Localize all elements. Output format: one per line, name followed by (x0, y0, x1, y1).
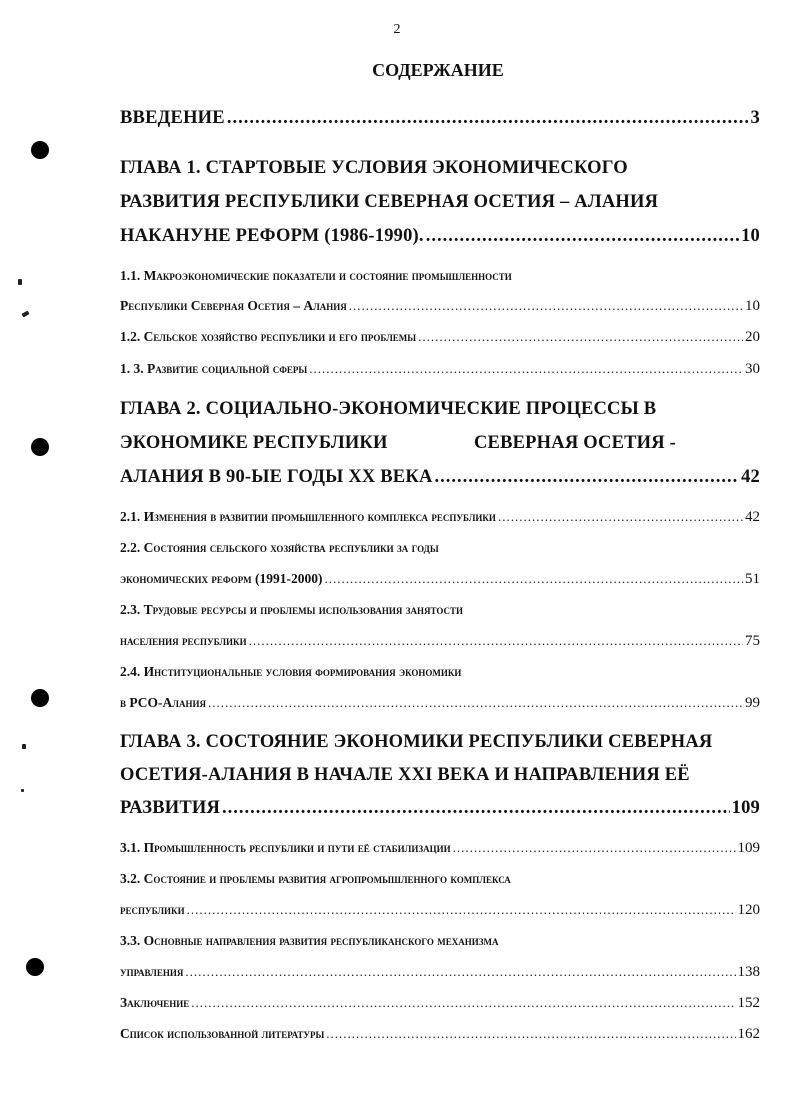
toc-page-number: 42 (745, 509, 760, 525)
toc-entry-section-3-2[interactable] (120, 902, 760, 919)
toc-page-number: 109 (737, 840, 760, 856)
toc-entry-section-1-1[interactable] (120, 298, 760, 315)
toc-entry-chapter-2[interactable] (120, 467, 760, 488)
scan-mark-4 (21, 789, 24, 792)
toc-entry-introduction[interactable] (120, 108, 760, 129)
toc-page-number: 42 (741, 467, 760, 487)
dot-leader (498, 509, 743, 525)
dot-leader (187, 902, 736, 918)
toc-page-number: 10 (741, 226, 760, 246)
binder-hole-4 (26, 958, 44, 976)
chapter-3-title-line-1: ГЛАВА 3. СОСТОЯНИЕ ЭКОНОМИКИ РЕСПУБЛИКИ СЕВЕРНАЯ (120, 732, 713, 752)
toc-page-number: 99 (745, 695, 760, 711)
toc-page-number: 51 (745, 571, 760, 587)
toc-entry-text: Республики Северная Осетия – Алания (120, 298, 347, 313)
toc-entry-text: населения республики (120, 633, 247, 648)
page-title: СОДЕРЖАНИЕ (372, 60, 504, 80)
section-3-3-line-1: 3.3. Основные направления развития республиканского механизма (120, 933, 499, 948)
toc-entry-section-3-1[interactable] (120, 840, 760, 857)
toc-entry-text: АЛАНИЯ В 90-ЫЕ ГОДЫ XX ВЕКА (120, 467, 433, 487)
dot-leader (435, 467, 740, 488)
toc-entry-text: 3.1. Промышленность республики и пути её стабилизации (120, 840, 451, 855)
toc-entry-text: республики (120, 902, 185, 917)
dot-leader (227, 108, 749, 129)
toc-entry-bibliography[interactable] (120, 1026, 760, 1043)
section-1-1-line-1: 1.1. Макроэкономические показатели и состояние промышленности (120, 268, 512, 283)
scan-mark-2 (21, 311, 29, 318)
toc-entry-text: управления (120, 964, 184, 979)
section-3-2-line-1: 3.2. Состояние и проблемы развития агропромышленного комплекса (120, 871, 511, 886)
toc-entry-section-2-3[interactable] (120, 633, 760, 650)
dot-leader (349, 298, 743, 314)
toc-entry-text: НАКАНУНЕ РЕФОРМ (1986-1990). (120, 226, 424, 246)
chapter-2-title-line-2-part-1: ЭКОНОМИКЕ РЕСПУБЛИКИ (120, 433, 388, 453)
page-number: 2 (393, 22, 401, 37)
toc-page-number: 30 (745, 361, 760, 377)
toc-entry-section-2-4[interactable] (120, 695, 760, 712)
binder-hole-2 (31, 438, 49, 456)
section-2-4-line-1: 2.4. Институциональные условия формирования экономики (120, 664, 462, 679)
toc-page-number: 3 (750, 108, 760, 128)
toc-page-number: 75 (745, 633, 760, 649)
scan-mark-1 (18, 279, 22, 285)
toc-entry-text: 1.2. Сельское хозяйство республики и его проблемы (120, 329, 417, 344)
toc-entry-section-2-2[interactable] (120, 571, 760, 588)
dot-leader (326, 1026, 735, 1042)
dot-leader (418, 329, 743, 345)
toc-entry-chapter-3[interactable] (120, 798, 760, 819)
dot-leader (453, 840, 736, 856)
toc-entry-section-3-3[interactable] (120, 964, 760, 981)
toc-entry-text: ВВЕДЕНИЕ (120, 108, 225, 128)
dot-leader (208, 695, 743, 711)
chapter-1-title-line-1: ГЛАВА 1. СТАРТОВЫЕ УСЛОВИЯ ЭКОНОМИЧЕСКОГО (120, 158, 628, 178)
dot-leader (185, 964, 735, 980)
toc-page-number: 152 (737, 995, 760, 1011)
dot-leader (222, 798, 730, 819)
toc-page-number: 10 (745, 298, 760, 314)
dot-leader (249, 633, 743, 649)
toc-entry-text: Список использованной литературы (120, 1026, 325, 1041)
toc-entry-text: Заключение (120, 995, 190, 1010)
toc-page-number: 138 (737, 964, 760, 980)
toc-entry-section-1-2[interactable] (120, 329, 760, 346)
section-2-2-line-1: 2.2. Состояния сельского хозяйства республики за годы (120, 540, 439, 555)
toc-entry-section-1-3[interactable] (120, 361, 760, 378)
chapter-3-title-line-2: ОСЕТИЯ-АЛАНИЯ В НАЧАЛЕ XXI ВЕКА И НАПРАВЛЕНИЯ ЕЁ (120, 765, 690, 785)
dot-leader (309, 361, 743, 377)
binder-hole-1 (31, 141, 49, 159)
toc-page-number: 162 (737, 1026, 760, 1042)
chapter-2-title-line-1: ГЛАВА 2. СОЦИАЛЬНО-ЭКОНОМИЧЕСКИЕ ПРОЦЕССЫ В (120, 399, 657, 419)
chapter-1-title-line-2: РАЗВИТИЯ РЕСПУБЛИКИ СЕВЕРНАЯ ОСЕТИЯ – АЛАНИЯ (120, 192, 659, 212)
chapter-2-title-line-2-part-2: СЕВЕРНАЯ ОСЕТИЯ - (473, 433, 676, 453)
toc-entry-conclusion[interactable] (120, 995, 760, 1012)
binder-hole-3 (31, 689, 49, 707)
section-2-3-line-1: 2.3. Трудовые ресурсы и проблемы использования занятости (120, 602, 463, 617)
toc-entry-text: 1. 3. Развитие социальной сферы (120, 361, 308, 376)
toc-entry-text: РАЗВИТИЯ (120, 798, 221, 818)
toc-entry-text: в РСО-Алания (120, 695, 206, 710)
dot-leader (324, 571, 743, 587)
scan-mark-3 (22, 744, 26, 749)
dot-leader (191, 995, 735, 1011)
toc-entry-chapter-1[interactable] (120, 226, 760, 247)
toc-page-number: 20 (745, 329, 760, 345)
toc-entry-text: экономических реформ (1991-2000) (120, 571, 323, 586)
toc-page-number: 109 (731, 798, 760, 818)
chapter-2-title-line-2 (120, 433, 676, 454)
toc-entry-section-2-1[interactable] (120, 509, 760, 526)
toc-entry-text: 2.1. Изменения в развитии промышленного комплекса республики (120, 509, 496, 524)
toc-page-number: 120 (737, 902, 760, 918)
dot-leader (426, 226, 739, 247)
